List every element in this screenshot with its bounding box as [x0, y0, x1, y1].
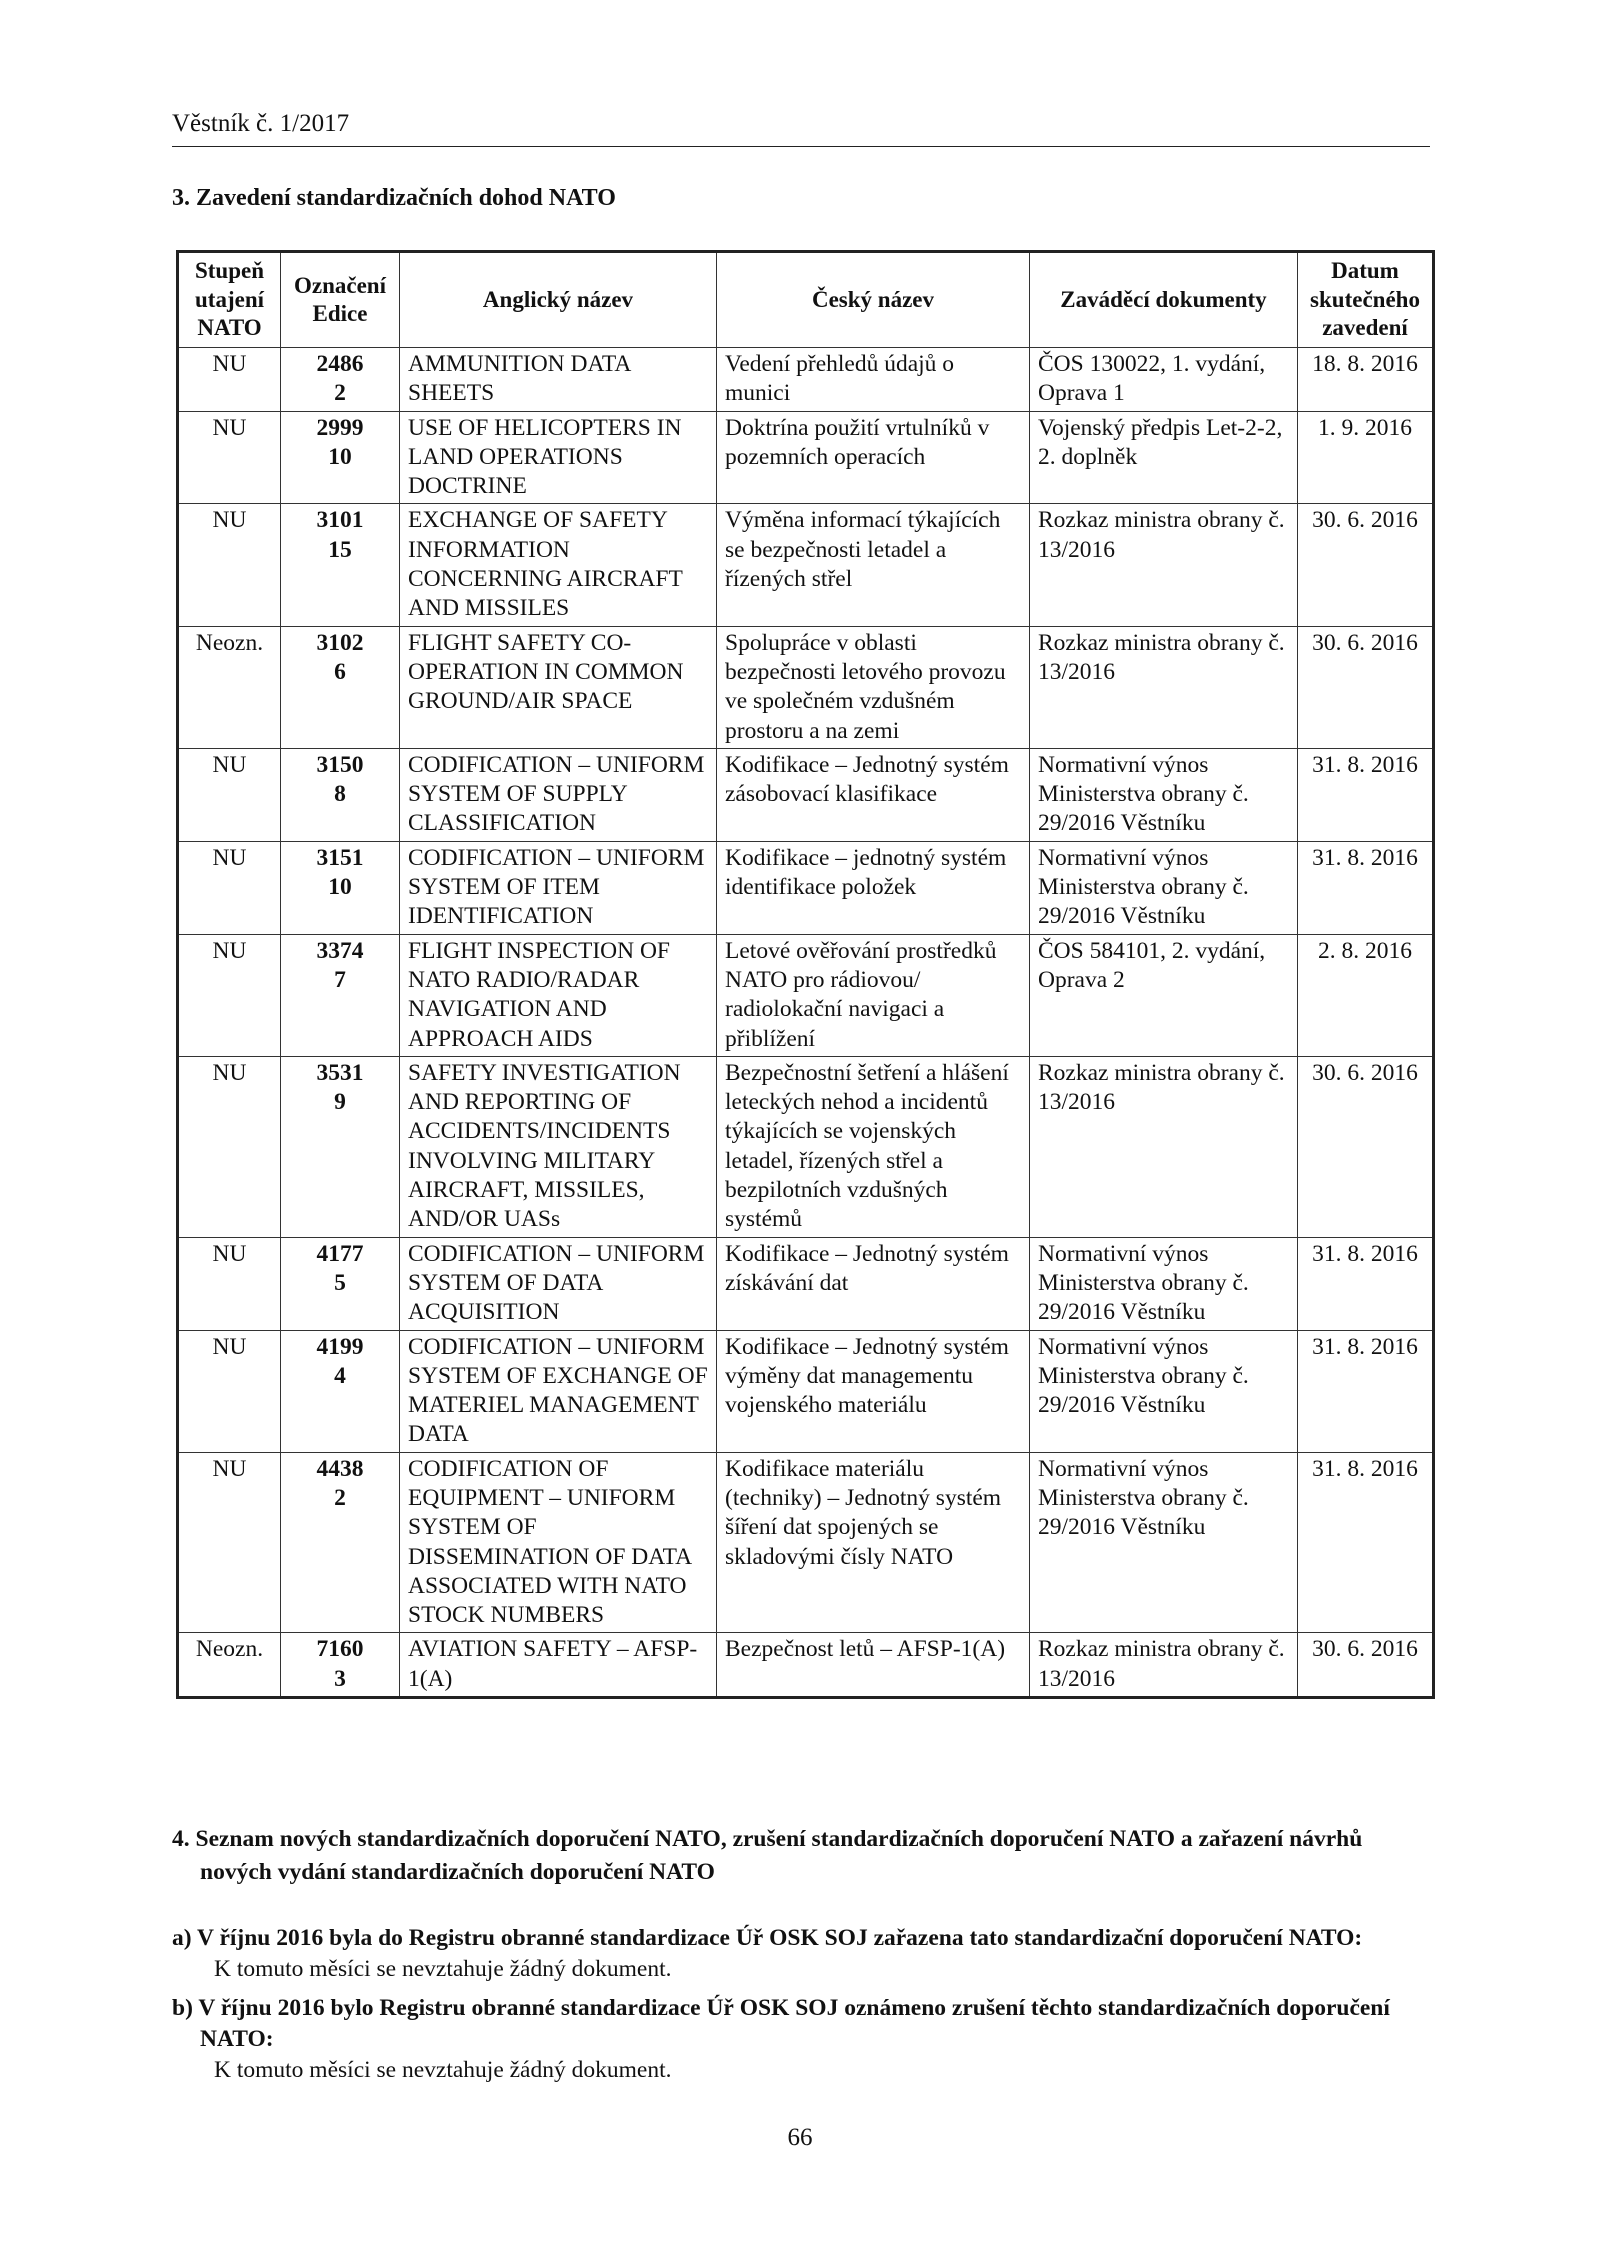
cell-documents: Vojenský předpis Let-2-2, 2. doplněk	[1030, 411, 1298, 504]
section-4-title-line1: 4. Seznam nových standardizačních doporučení NATO, zrušení standardizačních doporučení NATO a zařazení návrhů	[172, 1826, 1363, 1852]
cell-level: NU	[178, 1056, 281, 1237]
cell-czech-title: Letové ověřování prostředků NATO pro rádiovou/ radiolokační navigaci a přiblížení	[717, 934, 1030, 1056]
stanag-edition: 10	[328, 443, 352, 470]
cell-level: Neozn.	[178, 1633, 281, 1698]
cell-czech-title: Bezpečnostní šetření a hlášení leteckých nehod a incidentů týkajících se vojenských letadel, řízených střel a bezpilotních vzdušných systémů	[717, 1056, 1030, 1237]
stanag-number: 4177	[316, 1240, 364, 1267]
cell-documents: Rozkaz ministra obrany č. 13/2016	[1030, 1633, 1298, 1698]
cell-czech-title: Kodifikace materiálu (techniky) – Jednotný systém šíření dat spojených se skladovými čísly NATO	[717, 1452, 1030, 1633]
item-b-question-line1: b) V říjnu 2016 bylo Registru obranné standardizace Úř OSK SOJ oznámeno zrušení těchto standardizačních doporučení	[172, 1995, 1390, 2021]
cell-english-title: FLIGHT INSPECTION OF NATO RADIO/RADAR NAVIGATION AND APPROACH AIDS	[400, 934, 717, 1056]
stanag-edition: 5	[334, 1269, 346, 1296]
cell-level: NU	[178, 1330, 281, 1452]
item-b-question-line2: NATO:	[200, 2026, 274, 2052]
stanag-number: 3150	[316, 751, 364, 778]
cell-english-title: EXCHANGE OF SAFETY INFORMATION CONCERNING AIRCRAFT AND MISSILES	[400, 504, 717, 626]
cell-english-title: CODIFICATION OF EQUIPMENT – UNIFORM SYSTEM OF DISSEMINATION OF DATA ASSOCIATED WITH NATO STOCK NUMBERS	[400, 1452, 717, 1633]
cell-date: 30. 6. 2016	[1298, 626, 1434, 748]
cell-documents: Normativní výnos Ministerstva obrany č. 29/2016 Věstníku	[1030, 1330, 1298, 1452]
table-header-row	[178, 252, 1434, 348]
cell-date: 31. 8. 2016	[1298, 841, 1434, 934]
cell-english-title: CODIFICATION – UNIFORM SYSTEM OF SUPPLY CLASSIFICATION	[400, 748, 717, 841]
stanag-number: 7160	[316, 1636, 364, 1663]
stanag-edition: 4	[334, 1362, 346, 1389]
cell-stanag	[281, 1237, 400, 1330]
item-b-question	[172, 1993, 1430, 2055]
cell-czech-title: Bezpečnost letů – AFSP-1(A)	[717, 1633, 1030, 1698]
cell-level: NU	[178, 1237, 281, 1330]
cell-date: 31. 8. 2016	[1298, 1330, 1434, 1452]
cell-date: 1. 9. 2016	[1298, 411, 1434, 504]
cell-czech-title: Vedení přehledů údajů o munici	[717, 348, 1030, 412]
cell-english-title: FLIGHT SAFETY CO-OPERATION IN COMMON GROUND/AIR SPACE	[400, 626, 717, 748]
stanag-number: 3101	[316, 507, 364, 534]
cell-documents: ČOS 130022, 1. vydání, Oprava 1	[1030, 348, 1298, 412]
cell-documents: Normativní výnos Ministerstva obrany č. 29/2016 Věstníku	[1030, 1452, 1298, 1633]
table-row	[178, 934, 1434, 1056]
cell-stanag	[281, 841, 400, 934]
cell-czech-title: Doktrína použití vrtulníků v pozemních operacích	[717, 411, 1030, 504]
cell-date: 18. 8. 2016	[1298, 348, 1434, 412]
section-4-title	[172, 1823, 1430, 1889]
stanag-number: 2999	[316, 414, 364, 441]
col-header-level: Stupeň utajení NATO	[178, 252, 281, 348]
item-b	[172, 1993, 1430, 2086]
table-row	[178, 348, 1434, 412]
cell-stanag	[281, 348, 400, 412]
stanag-edition: 3	[334, 1665, 346, 1692]
cell-level: Neozn.	[178, 626, 281, 748]
table-row	[178, 626, 1434, 748]
cell-english-title: CODIFICATION – UNIFORM SYSTEM OF EXCHANGE OF MATERIEL MANAGEMENT DATA	[400, 1330, 717, 1452]
stanag-edition: 10	[328, 874, 352, 901]
cell-documents: Normativní výnos Ministerstva obrany č. 29/2016 Věstníku	[1030, 841, 1298, 934]
col-header-english: Anglický název	[400, 252, 717, 348]
cell-documents: Rozkaz ministra obrany č. 13/2016	[1030, 626, 1298, 748]
cell-stanag	[281, 1452, 400, 1633]
cell-stanag	[281, 1633, 400, 1698]
cell-english-title: CODIFICATION – UNIFORM SYSTEM OF ITEM IDENTIFICATION	[400, 841, 717, 934]
stanag-number: 2486	[316, 351, 364, 377]
item-a-answer: K tomuto měsíci se nevztahuje žádný dokument.	[214, 1956, 672, 1982]
cell-date: 31. 8. 2016	[1298, 748, 1434, 841]
cell-stanag	[281, 1056, 400, 1237]
table-row	[178, 1330, 1434, 1452]
cell-level: NU	[178, 934, 281, 1056]
item-a	[172, 1923, 1430, 1985]
cell-documents: Normativní výnos Ministerstva obrany č. 29/2016 Věstníku	[1030, 1237, 1298, 1330]
cell-documents: Normativní výnos Ministerstva obrany č. 29/2016 Věstníku	[1030, 748, 1298, 841]
cell-stanag	[281, 504, 400, 626]
cell-stanag	[281, 1330, 400, 1452]
cell-stanag	[281, 626, 400, 748]
col-header-edition: Označení Edice	[281, 252, 400, 348]
stanag-edition: 6	[334, 658, 346, 685]
running-head: Věstník č. 1/2017	[172, 110, 350, 137]
table-row	[178, 411, 1434, 504]
stanag-number: 4438	[316, 1455, 364, 1482]
cell-date: 30. 6. 2016	[1298, 1633, 1434, 1698]
section-3-title: 3. Zavedení standardizačních dohod NATO	[172, 185, 616, 211]
item-a-question: a) V říjnu 2016 byla do Registru obranné standardizace Úř OSK SOJ zařazena tato standardizační doporučení NATO:	[172, 1925, 1363, 1951]
cell-czech-title: Kodifikace – Jednotný systém zásobovací klasifikace	[717, 748, 1030, 841]
cell-level: NU	[178, 841, 281, 934]
col-header-documents: Zaváděcí dokumenty	[1030, 252, 1298, 348]
cell-date: 31. 8. 2016	[1298, 1452, 1434, 1633]
table-body	[178, 348, 1434, 1698]
cell-level: NU	[178, 504, 281, 626]
cell-stanag	[281, 934, 400, 1056]
cell-czech-title: Kodifikace – Jednotný systém získávání dat	[717, 1237, 1030, 1330]
cell-level: NU	[178, 1452, 281, 1633]
stanag-number: 3102	[316, 629, 364, 656]
col-header-date: Datum skutečného zavedení	[1298, 252, 1434, 348]
col-header-czech: Český název	[717, 252, 1030, 348]
page-number: 66	[787, 2124, 813, 2151]
table-row	[178, 504, 1434, 626]
cell-czech-title: Spolupráce v oblasti bezpečnosti letového provozu ve společném vzdušném prostoru a na zemi	[717, 626, 1030, 748]
stanag-number: 4199	[316, 1333, 364, 1360]
stanag-number: 3151	[316, 844, 364, 871]
cell-czech-title: Kodifikace – jednotný systém identifikace položek	[717, 841, 1030, 934]
cell-english-title: SAFETY INVESTIGATION AND REPORTING OF ACCIDENTS/INCIDENTS INVOLVING MILITARY AIRCRAFT, MISSILES, AND/OR UASs	[400, 1056, 717, 1237]
cell-english-title: USE OF HELICOPTERS IN LAND OPERATIONS DOCTRINE	[400, 411, 717, 504]
cell-documents: ČOS 584101, 2. vydání, Oprava 2	[1030, 934, 1298, 1056]
cell-documents: Rozkaz ministra obrany č. 13/2016	[1030, 1056, 1298, 1237]
table-row	[178, 1237, 1434, 1330]
table-row	[178, 1452, 1434, 1633]
stanag-edition: 9	[334, 1089, 346, 1116]
table-row	[178, 748, 1434, 841]
cell-date: 30. 6. 2016	[1298, 1056, 1434, 1237]
cell-date: 2. 8. 2016	[1298, 934, 1434, 1056]
stanag-number: 3531	[316, 1059, 364, 1086]
cell-english-title: CODIFICATION – UNIFORM SYSTEM OF DATA ACQUISITION	[400, 1237, 717, 1330]
cell-stanag	[281, 411, 400, 504]
table-row	[178, 1056, 1434, 1237]
stanag-table	[176, 250, 1435, 1699]
stanag-edition: 7	[334, 966, 346, 993]
stanag-edition: 2	[334, 380, 346, 407]
stanag-edition: 8	[334, 781, 346, 808]
cell-czech-title: Kodifikace – Jednotný systém výměny dat managementu vojenského materiálu	[717, 1330, 1030, 1452]
section-4-title-line2: nových vydání standardizačních doporučení NATO	[200, 1859, 715, 1885]
cell-documents: Rozkaz ministra obrany č. 13/2016	[1030, 504, 1298, 626]
cell-level: NU	[178, 748, 281, 841]
cell-english-title: AMMUNITION DATA SHEETS	[400, 348, 717, 412]
cell-czech-title: Výměna informací týkajících se bezpečnosti letadel a řízených střel	[717, 504, 1030, 626]
table-row	[178, 841, 1434, 934]
cell-date: 31. 8. 2016	[1298, 1237, 1434, 1330]
cell-date: 30. 6. 2016	[1298, 504, 1434, 626]
header-rule	[172, 146, 1430, 147]
cell-english-title: AVIATION SAFETY – AFSP-1(A)	[400, 1633, 717, 1698]
table-row	[178, 1633, 1434, 1698]
cell-level: NU	[178, 411, 281, 504]
stanag-edition: 2	[334, 1484, 346, 1511]
stanag-number: 3374	[316, 937, 364, 964]
item-b-answer: K tomuto měsíci se nevztahuje žádný dokument.	[214, 2057, 672, 2083]
cell-stanag	[281, 748, 400, 841]
stanag-edition: 15	[328, 536, 352, 563]
cell-level: NU	[178, 348, 281, 412]
